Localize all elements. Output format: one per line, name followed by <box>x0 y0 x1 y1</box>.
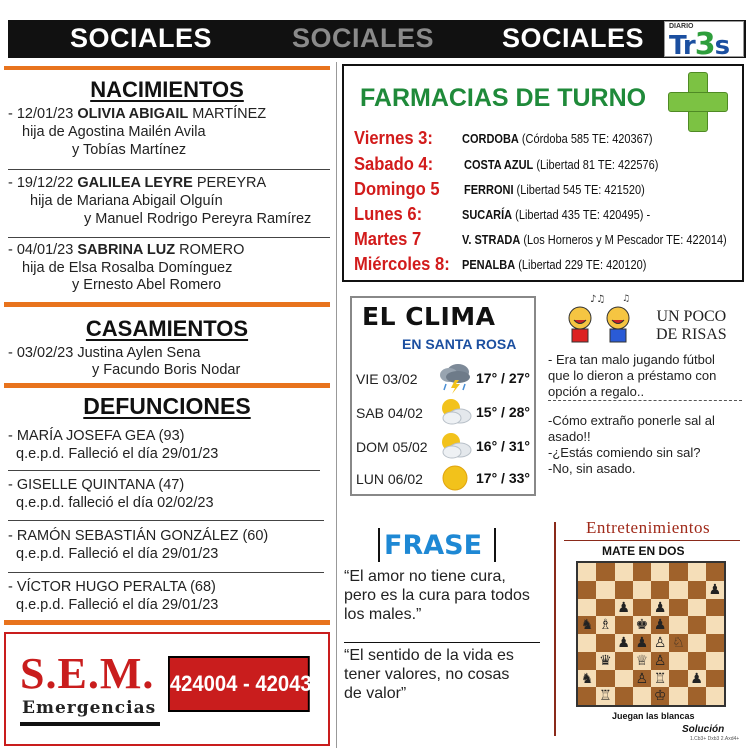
quote-text: “El amor no tiene cura, pero es la cura para todos los males.” <box>344 568 530 623</box>
chess-square <box>669 652 687 670</box>
laughing-cartoon-icon <box>560 292 642 344</box>
entretenimientos-underline <box>564 540 740 541</box>
birth-entry: - 12/01/23 OLIVIA ABIGAIL MARTÍNEZ <box>8 106 267 122</box>
clima-title: EL CLIMA <box>362 302 496 331</box>
farmacias-box <box>342 64 744 282</box>
chess-square <box>706 670 724 688</box>
entretenimientos-title: Entretenimientos <box>586 518 711 537</box>
pharmacy-info: SUCARÍA (Libertad 435 TE: 420495) - <box>462 208 651 222</box>
risas-title: UN POCO DE RISAS <box>656 308 727 343</box>
chess-square <box>688 687 706 705</box>
joke-text: -Cómo extraño ponerle sal al asado!! -¿Estás comiendo sin sal? -No, sin asado. <box>548 413 715 476</box>
newspaper-logo <box>664 21 744 62</box>
chess-square: ♟ <box>615 599 633 617</box>
weather-row <box>356 362 534 396</box>
pharmacy-info: FERRONI (Libertad 545 TE: 421520) <box>464 183 645 197</box>
sem-phone-numbers: 424004 - 420434 <box>168 656 310 712</box>
chess-square: ♘ <box>669 634 687 652</box>
weather-temp: 17° / 33° <box>476 470 531 486</box>
weather-row <box>356 462 534 496</box>
casamientos-title: CASAMIENTOS <box>85 316 249 341</box>
death-entry: - VÍCTOR HUGO PERALTA (68) <box>8 579 216 595</box>
chess-square <box>615 652 633 670</box>
chess-square: ♗ <box>596 616 614 634</box>
chess-board <box>576 561 726 707</box>
chess-square <box>578 563 596 581</box>
chess-square: ♖ <box>651 670 669 688</box>
weather-day: DOM 05/02 <box>356 439 428 455</box>
column-divider <box>336 62 337 748</box>
chess-square: ♟ <box>688 670 706 688</box>
chess-square <box>706 599 724 617</box>
chess-square <box>706 616 724 634</box>
chess-square <box>688 616 706 634</box>
death-entry: - GISELLE QUINTANA (47) <box>8 477 185 493</box>
chess-square: ♟ <box>651 599 669 617</box>
divider-line <box>8 470 320 471</box>
weather-temp: 16° / 31° <box>476 438 531 454</box>
chess-square: ♙ <box>651 634 669 652</box>
solution-text: 1.Cb3+ Dxb3 2.Axd4+ <box>690 736 740 742</box>
partly-cloudy-icon <box>438 396 472 428</box>
birth-entry: - 19/12/22 GALILEA LEYRE PEREYRA <box>8 175 267 191</box>
chess-square <box>633 687 651 705</box>
chess-square <box>633 563 651 581</box>
sem-logo: S.E.M. <box>20 649 155 698</box>
weather-temp: 15° / 28° <box>476 404 531 420</box>
chess-square: ♚ <box>633 616 651 634</box>
chess-square <box>669 687 687 705</box>
farmacias-title: FARMACIAS DE TURNO <box>360 84 647 112</box>
section-divider <box>4 66 330 70</box>
chess-square: ♟ <box>706 581 724 599</box>
quote-divider <box>344 642 540 643</box>
chess-puzzle-title: MATE EN DOS <box>602 544 685 558</box>
section-divider <box>4 302 330 307</box>
chess-square <box>669 563 687 581</box>
pharmacy-cross-icon <box>668 72 728 132</box>
weather-day: VIE 03/02 <box>356 371 418 387</box>
chess-square <box>688 563 706 581</box>
header-bar <box>8 20 746 62</box>
chess-square <box>688 599 706 617</box>
birth-parent: hija de Agostina Mailén Avila <box>22 124 206 140</box>
chess-square <box>669 581 687 599</box>
chess-square <box>688 634 706 652</box>
quote-text: “El sentido de la vida es tener valores, no cosas de valor” <box>344 647 514 702</box>
pharmacy-day: Sabado 4: <box>354 154 434 174</box>
logo-text: Tr3s <box>669 27 730 62</box>
section-divider <box>4 383 330 388</box>
chess-square <box>596 581 614 599</box>
death-detail: q.e.p.d. Falleció el día 29/01/23 <box>16 546 219 562</box>
weather-day: LUN 06/02 <box>356 471 423 487</box>
chess-square <box>596 599 614 617</box>
frase-bar-right <box>494 528 496 562</box>
entretenimientos-divider <box>554 522 556 736</box>
pharmacy-day: Miércoles 8: <box>354 254 450 274</box>
chess-square <box>596 634 614 652</box>
pharmacy-info: PENALBA (Libertad 229 TE: 420120) <box>462 258 647 272</box>
chess-square <box>669 616 687 634</box>
chess-square <box>706 652 724 670</box>
chess-square: ♖ <box>596 687 614 705</box>
birth-parent: y Ernesto Abel Romero <box>72 277 222 293</box>
birth-parent: y Manuel Rodrigo Pereyra Ramírez <box>84 211 312 227</box>
chess-square <box>706 687 724 705</box>
weather-day: SAB 04/02 <box>356 405 423 421</box>
pharmacy-day: Lunes 6: <box>354 204 423 224</box>
chess-square <box>615 687 633 705</box>
chess-square <box>669 599 687 617</box>
chess-caption: Juegan las blancas <box>612 711 695 721</box>
chess-square <box>578 599 596 617</box>
birth-parent: y Tobías Martínez <box>72 142 187 158</box>
chess-square: ♞ <box>578 670 596 688</box>
chess-square: ♕ <box>633 652 651 670</box>
chess-square <box>633 581 651 599</box>
chess-square <box>688 581 706 599</box>
chess-square: ♟ <box>651 616 669 634</box>
chess-square <box>578 652 596 670</box>
partly-cloudy-icon <box>438 430 472 462</box>
weather-temp: 17° / 27° <box>476 370 531 386</box>
pharmacy-info: COSTA AZUL (Libertad 81 TE: 422576) <box>464 158 659 172</box>
death-detail: q.e.p.d. falleció el día 02/02/23 <box>16 495 214 511</box>
chess-square <box>578 581 596 599</box>
chess-square <box>669 670 687 688</box>
solution-label: Solución <box>682 724 725 735</box>
clima-box <box>350 296 536 496</box>
pharmacy-day: Domingo 5 <box>354 179 440 199</box>
chess-square <box>615 616 633 634</box>
svg-text:♫: ♫ <box>622 294 631 304</box>
chess-square <box>633 599 651 617</box>
chess-square: ♞ <box>578 616 596 634</box>
chess-square <box>615 670 633 688</box>
storm-cloud-icon <box>438 362 472 394</box>
death-entry: - MARÍA JOSEFA GEA (93) <box>8 428 185 444</box>
death-entry: - RAMÓN SEBASTIÁN GONZÁLEZ (60) <box>8 528 269 544</box>
chess-square: ♛ <box>596 652 614 670</box>
weather-row <box>356 430 534 464</box>
chess-square <box>615 581 633 599</box>
section-label: SOCIALES <box>70 23 213 53</box>
chess-square <box>578 634 596 652</box>
sem-subtitle: Emergencias <box>22 698 157 718</box>
chess-square <box>706 634 724 652</box>
defunciones-title: DEFUNCIONES <box>83 393 251 419</box>
section-label: SOCIALES <box>292 23 435 53</box>
pharmacy-day: Viernes 3: <box>354 128 433 148</box>
svg-text:♪♫: ♪♫ <box>590 294 606 305</box>
sem-ad <box>4 632 330 746</box>
birth-parent: hija de Mariana Abigail Olguín <box>30 193 223 209</box>
divider-line <box>8 520 324 521</box>
pharmacy-info: CORDOBA (Córdoba 585 TE: 420367) <box>462 132 653 146</box>
weather-row <box>356 396 534 430</box>
birth-parent: hija de Elsa Rosalba Domínguez <box>22 260 233 276</box>
frase-title: FRASE <box>384 530 483 561</box>
chess-square <box>688 652 706 670</box>
section-divider <box>4 620 330 625</box>
chess-square <box>651 581 669 599</box>
divider-line <box>8 169 330 170</box>
chess-square <box>596 563 614 581</box>
chess-square <box>651 563 669 581</box>
pharmacy-info: V. STRADA (Los Horneros y M Pescador TE: 422014) <box>462 233 727 247</box>
divider-line <box>8 572 324 573</box>
chess-square: ♟ <box>633 634 651 652</box>
divider-line <box>8 237 330 238</box>
chess-square <box>706 563 724 581</box>
chess-square <box>615 563 633 581</box>
chess-square <box>596 670 614 688</box>
chess-square: ♟ <box>615 634 633 652</box>
clima-subtitle: EN SANTA ROSA <box>402 336 517 352</box>
chess-square <box>578 687 596 705</box>
wedding-entry: - 03/02/23 Justina Aylen Sena <box>8 345 201 361</box>
death-detail: q.e.p.d. Falleció el día 29/01/23 <box>16 446 219 462</box>
chess-square: ♙ <box>633 670 651 688</box>
wedding-entry: y Facundo Boris Nodar <box>92 362 241 378</box>
nacimientos-title: NACIMIENTOS <box>90 77 244 102</box>
pharmacy-day: Martes 7 <box>354 229 422 249</box>
death-detail: q.e.p.d. Falleció el día 29/01/23 <box>16 597 219 613</box>
joke-text: - Era tan malo jugando fútbol que lo dieron a préstamo con opción a regalo.. <box>548 352 717 399</box>
birth-entry: - 04/01/23 SABRINA LUZ ROMERO <box>8 242 245 258</box>
section-label: SOCIALES <box>502 23 645 53</box>
sem-underline <box>20 722 160 726</box>
sun-icon <box>438 462 472 494</box>
joke-divider <box>548 400 742 401</box>
chess-square: ♔ <box>651 687 669 705</box>
chess-square: ♙ <box>651 652 669 670</box>
logo-small-text: DIARIO <box>669 23 694 30</box>
frase-bar-left <box>378 528 380 562</box>
